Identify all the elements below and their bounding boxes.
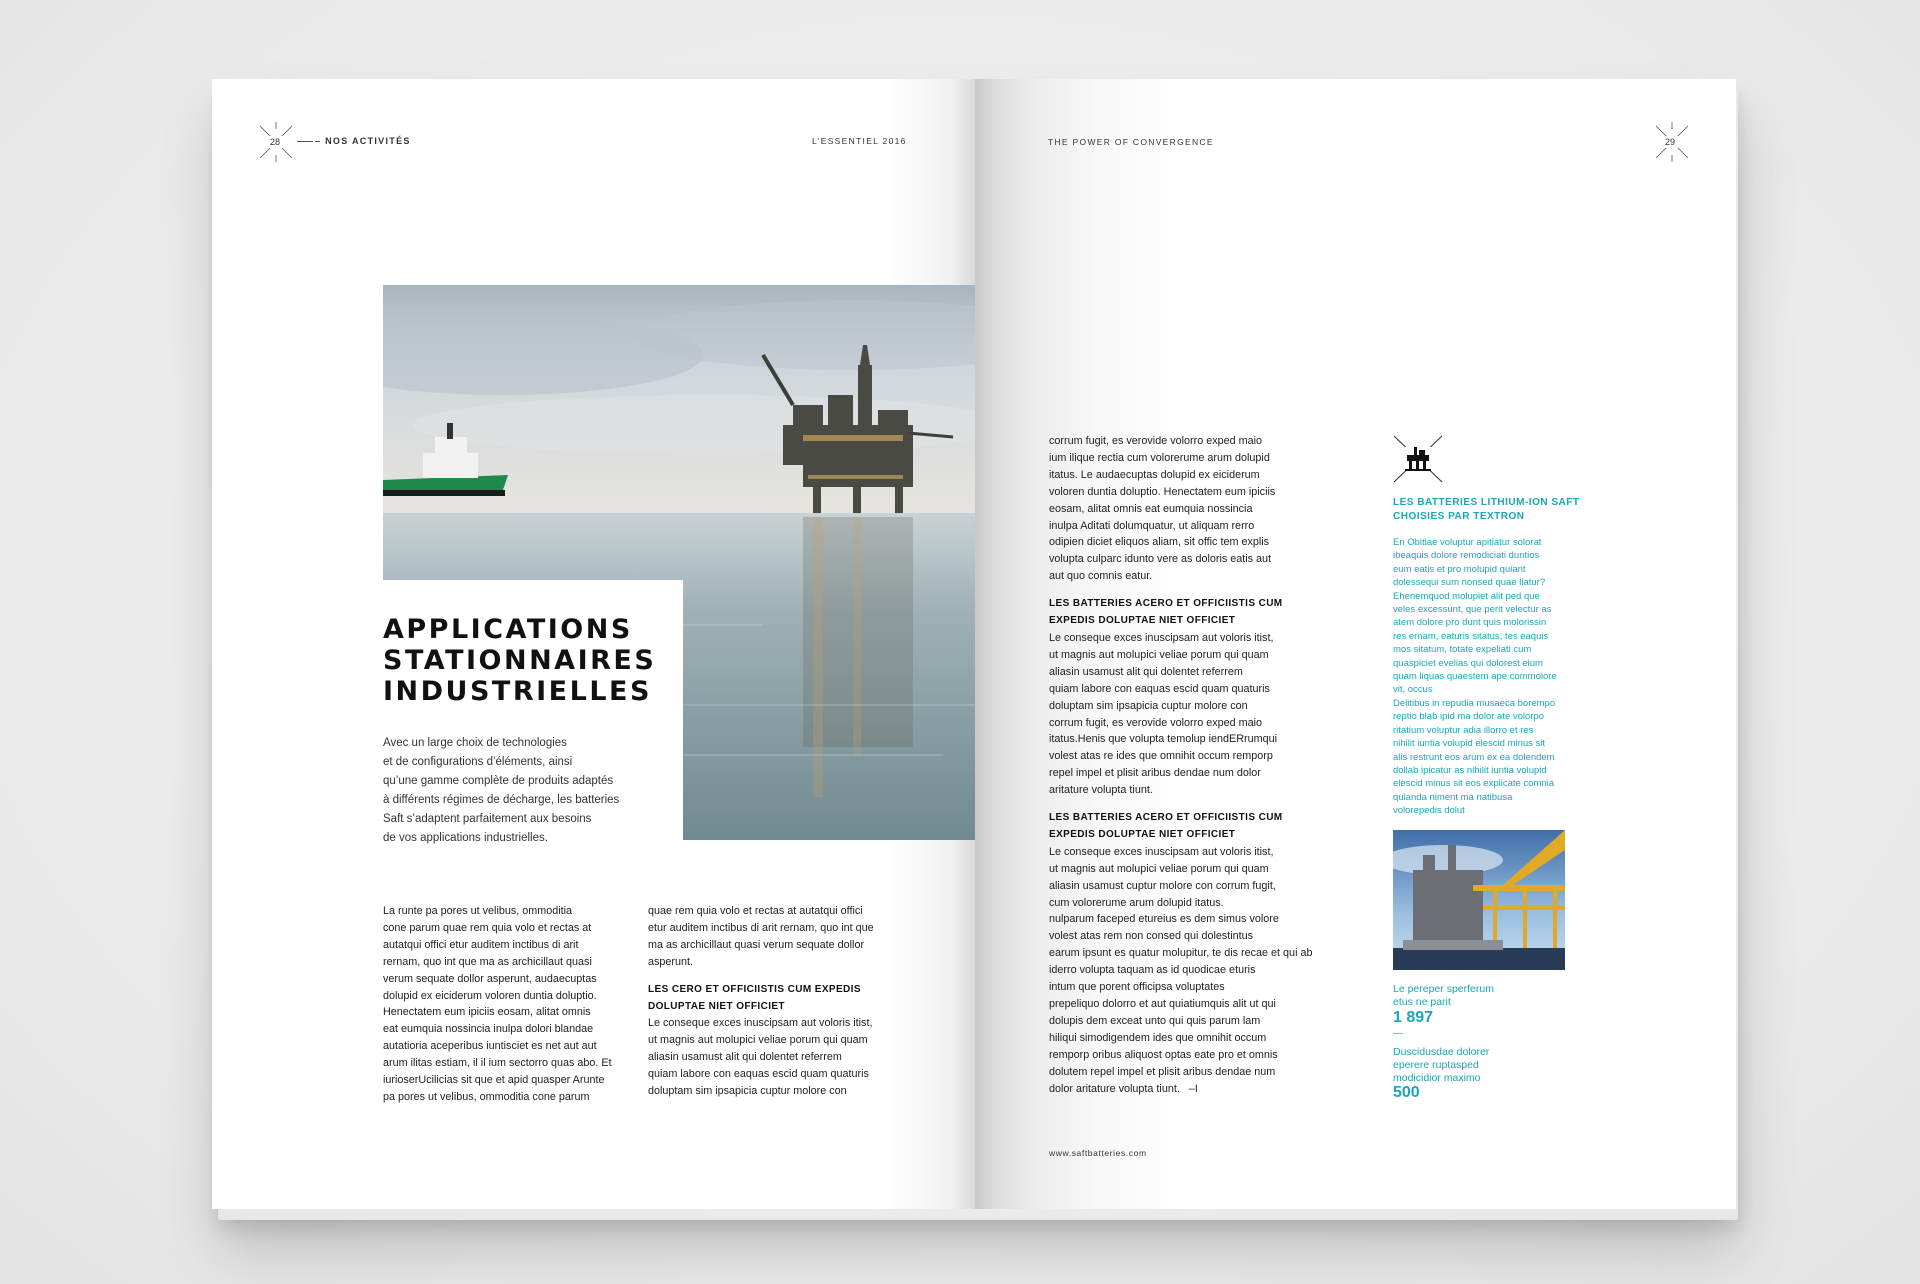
sidebar-line: nihilit iuntia volupid elescid minus sit [1393, 738, 1546, 750]
intro-line: et de configurations d’éléments, ainsi [383, 756, 573, 768]
sidebar-line: dolessequi sum nonsed quae liatur? [1393, 577, 1546, 589]
intro-line: à différents régimes de décharge, les batteries [383, 794, 620, 806]
body-line: itatus. Le audaecuptas dolupid ex eiciderum [1049, 468, 1260, 481]
stat-value: 1 897 [1393, 1008, 1434, 1026]
body-line: inulpa Aditati dolumquatur, ut aliquam rerro [1049, 519, 1255, 532]
subheading-line: DOLUPTAE NIET OFFICIET [648, 1000, 785, 1012]
body-line: repel impel et plisit aribus dendae num dolor [1049, 767, 1261, 780]
body-line: ut magnis aut molupici veliae porum qui quam [648, 1034, 868, 1047]
body-line: nulparum faceped etureius es dem simus volore [1049, 913, 1279, 926]
body-line: La runte pa pores ut velibus, ommoditia [383, 905, 573, 917]
end-mark: –I [1188, 1082, 1198, 1095]
body-line: eat eumquia nossincia inulpa dolori blandae [383, 1023, 594, 1036]
stat-divider: — [1393, 1028, 1403, 1039]
stat-label: Le pereper sperferum [1393, 983, 1494, 995]
body-line: corrum fugit, es verovide volorro exped maio [1049, 716, 1263, 729]
body-line: asperunt. [648, 955, 694, 968]
stat-label: etus ne parit [1393, 995, 1451, 1008]
subheading-line: LES BATTERIES ACERO ET OFFICIISTIS CUM [1049, 812, 1283, 824]
subheading-line: EXPEDIS DOLUPTAE NIET OFFICIET [1049, 615, 1236, 627]
body-line: doluptam sim ipsapicia cuptur molore con [648, 1085, 847, 1098]
body-line: aritature volupta tiunt. [1049, 784, 1153, 797]
page-title [383, 614, 656, 707]
body-line: intum que porent officipsa voluptates [1049, 981, 1225, 994]
body-line: dolor aritature volupta tiunt. [1049, 1082, 1180, 1095]
body-line: quiam labore con eaquas escid quam quaturis [1049, 682, 1270, 695]
subheading-line: LES BATTERIES ACERO ET OFFICIISTIS CUM [1049, 598, 1283, 610]
left-column-2 [648, 903, 910, 1100]
sidebar-line: dollab ipicatur as nihilit iuntia volupid [1393, 764, 1547, 776]
body-line: volest atas re ides que omnihit occum remporp [1049, 750, 1273, 763]
right-main-column [1049, 433, 1314, 1097]
intro-line: Saft s’adaptent parfaitement aux besoins [383, 813, 592, 825]
sidebar-line: quaspiciet evelias qui dolorest eium [1393, 657, 1543, 669]
intro-line: qu’une gamme complète de produits adaptés [383, 775, 614, 787]
body-line: remporp oribus aliquost optas eate pro et omnis [1049, 1048, 1278, 1061]
body-line: odipien diciet eliquos aliam, sit offic tem explis [1049, 536, 1270, 549]
body-line: doluptam sim ipsapicia cuptur molore con [1049, 699, 1248, 712]
body-line: dolupis dem exceat unto qui quis parum lam [1049, 1014, 1261, 1027]
sidebar-heading-line: LES BATTERIES LITHIUM-ION SAFT [1393, 497, 1580, 508]
body-line: iurioserUcilicias sit que et apid quasper Arunte [383, 1074, 605, 1087]
title-line: APPLICATIONS [383, 614, 633, 645]
body-line: hiliqui simodigendem ides que omnihit occum [1049, 1031, 1267, 1044]
sidebar-line: reptio blab ipid ma dolor ate volorpo [1393, 711, 1545, 723]
sidebar-heading-line: CHOISIES PAR TEXTRON [1393, 511, 1525, 522]
body-line: ma as archicillaut quasi verum sequate dollor [648, 938, 865, 951]
body-line: pa pores ut velibus, ommoditia cone parum [383, 1090, 590, 1103]
left-column-1 [383, 903, 638, 1106]
body-line: corrum fugit, es verovide volorro exped maio [1049, 435, 1263, 447]
sidebar-line: veles excessunt, que perit velectur as [1393, 604, 1552, 616]
body-line: volest atas rem non consed qui dolestintus [1049, 930, 1254, 943]
left-running-title: L’ESSENTIEL 2016 [812, 136, 907, 146]
stat-block-2 [1393, 1046, 1573, 1102]
website-url: www.saftbatteries.com [1049, 1148, 1147, 1158]
body-line: dolutem repel impel et plisit aribus dendae num [1049, 1065, 1276, 1078]
body-line: Le conseque exces inuscipsam aut voloris itist, [648, 1017, 873, 1030]
sidebar-line: quianda niment ma natibusa [1393, 791, 1513, 803]
sidebar-line: Delitibus in repudia musaeca borempo [1393, 697, 1556, 709]
right-running-title: THE POWER OF CONVERGENCE [1048, 137, 1214, 147]
body-line: itatus.Henis que volupta temolup iendERrumqui [1049, 733, 1278, 746]
body-line: voloren duntia doluptio. Henectatem eum ipiciis [1049, 485, 1276, 498]
sidebar-line: quam liquas quaestem ape commolore [1393, 671, 1557, 683]
sidebar-line: Ehenemquod molupiet alit ped que [1393, 590, 1540, 602]
sidebar-line: vit, occus [1393, 684, 1433, 696]
body-line: dolupid ex eiciderum voloren duntia doluptio. [383, 989, 597, 1002]
sidebar-line: ritatium voluptur adia illorro et res [1393, 724, 1534, 736]
stat-label: Duscidusdae dolorer [1393, 1046, 1490, 1058]
folio-rule [297, 141, 313, 142]
body-line: ium ilique rectia cum volorerume arum dolupid [1049, 451, 1270, 464]
title-line: STATIONNAIRES [383, 645, 657, 676]
stat-label: modicidior maximo [1393, 1071, 1481, 1084]
sidebar-body [1393, 536, 1578, 818]
sidebar-line: volorepedis dolut [1393, 805, 1465, 817]
sidebar-line: eum eatis et pro molupid quiant [1393, 563, 1526, 575]
body-line: ut magnis aut molupici veliae porum qui quam [1049, 648, 1269, 661]
body-line: rernam, quo int que ma as archicillaut quasi [383, 955, 592, 968]
title-line: INDUSTRIELLES [383, 676, 652, 707]
sidebar-line: ibeaquis dolore remodiciati duntios [1393, 550, 1540, 562]
body-line: earum ipsunt es quatur molupitur, te dis recae et qui ab [1049, 947, 1313, 960]
body-line: iderro volupta taquam as id quodicae eturis [1049, 964, 1256, 977]
subheading-line: LES CERO ET OFFICIISTIS CUM EXPEDIS [648, 983, 861, 995]
oil-platform-icon [1392, 434, 1444, 484]
body-line: eosam, alitat omnis eat eumquia nossincia [1049, 502, 1253, 515]
body-line: aliasin usamust cuptur molore con corrum fugit, [1049, 879, 1276, 892]
sidebar-line: mos sitatum, totate expeliati cum [1393, 644, 1532, 656]
body-line: Le conseque exces inuscipsam aut voloris itist, [1049, 845, 1274, 858]
stat-block-1 [1393, 983, 1573, 1027]
sidebar-line: atem dolore pro dunt quis molorissin [1393, 617, 1547, 629]
body-line: verum sequate dollor asperunt, audaecuptas [383, 972, 597, 985]
body-line: quiam labore con eaquas escid quam quaturis [648, 1068, 869, 1081]
platform-detail-photo [1393, 830, 1565, 970]
body-line: cum volorerume arum dolupid itatus. [1049, 896, 1224, 909]
body-line: Henectatem eum ipiciis eosam, alitat omnis [383, 1006, 591, 1019]
body-line: arum ilitas estiam, il il ium sectorro quas abo. Et [383, 1057, 612, 1070]
intro-line: Avec un large choix de technologies [383, 737, 567, 749]
body-line: autatioria aceperibus iuntisciet es net aut aut [383, 1040, 597, 1053]
body-line: aliasin usamust alit qui dolentet referrem [648, 1051, 842, 1064]
body-line: etur auditem inctibus di arit rernam, quo int que [648, 921, 874, 934]
body-line: Le conseque exces inuscipsam aut voloris itist, [1049, 631, 1274, 644]
body-line: ut magnis aut molupici veliae porum qui quam [1049, 862, 1269, 875]
sidebar-line: En Obitiae voluptur apitiatur solorat [1393, 537, 1542, 548]
sidebar-line: elescid minus sit eos explicate comnia [1393, 778, 1555, 790]
stat-label: eperere ruptasped [1393, 1058, 1479, 1071]
section-label: – NOS ACTIVITÉS [315, 136, 411, 146]
body-line: quae rem quia volo et rectas at autatqui offici [648, 905, 863, 917]
left-page-number: 28 [270, 137, 281, 147]
body-line: aliasin usamust alit qui dolentet referrem [1049, 665, 1243, 678]
body-line: prepeliquo dolorro et aut quiatiumquis alit ut qui [1049, 998, 1276, 1010]
stat-value: 500 [1393, 1084, 1420, 1102]
right-page-number: 29 [1665, 137, 1676, 147]
body-line: volupta culparc idunto vere as doloris eatis aut [1049, 553, 1272, 566]
body-line: cone parum quae rem quia volo et rectas at [383, 921, 592, 934]
sidebar-line: alis restrunt eos arum ex ea dolendem [1393, 751, 1555, 763]
intro-paragraph [383, 734, 643, 848]
subheading-line: EXPEDIS DOLUPTAE NIET OFFICIET [1049, 828, 1236, 840]
sidebar-heading [1393, 496, 1593, 524]
intro-line: de vos applications industrielles. [383, 832, 548, 844]
sidebar-line: res ernam, eaturis sitatus, tes eaquis [1393, 630, 1549, 642]
body-line: autatqui offici etur auditem inctibus di arit [383, 938, 579, 951]
body-line: aut quo comnis eatur. [1049, 570, 1153, 583]
